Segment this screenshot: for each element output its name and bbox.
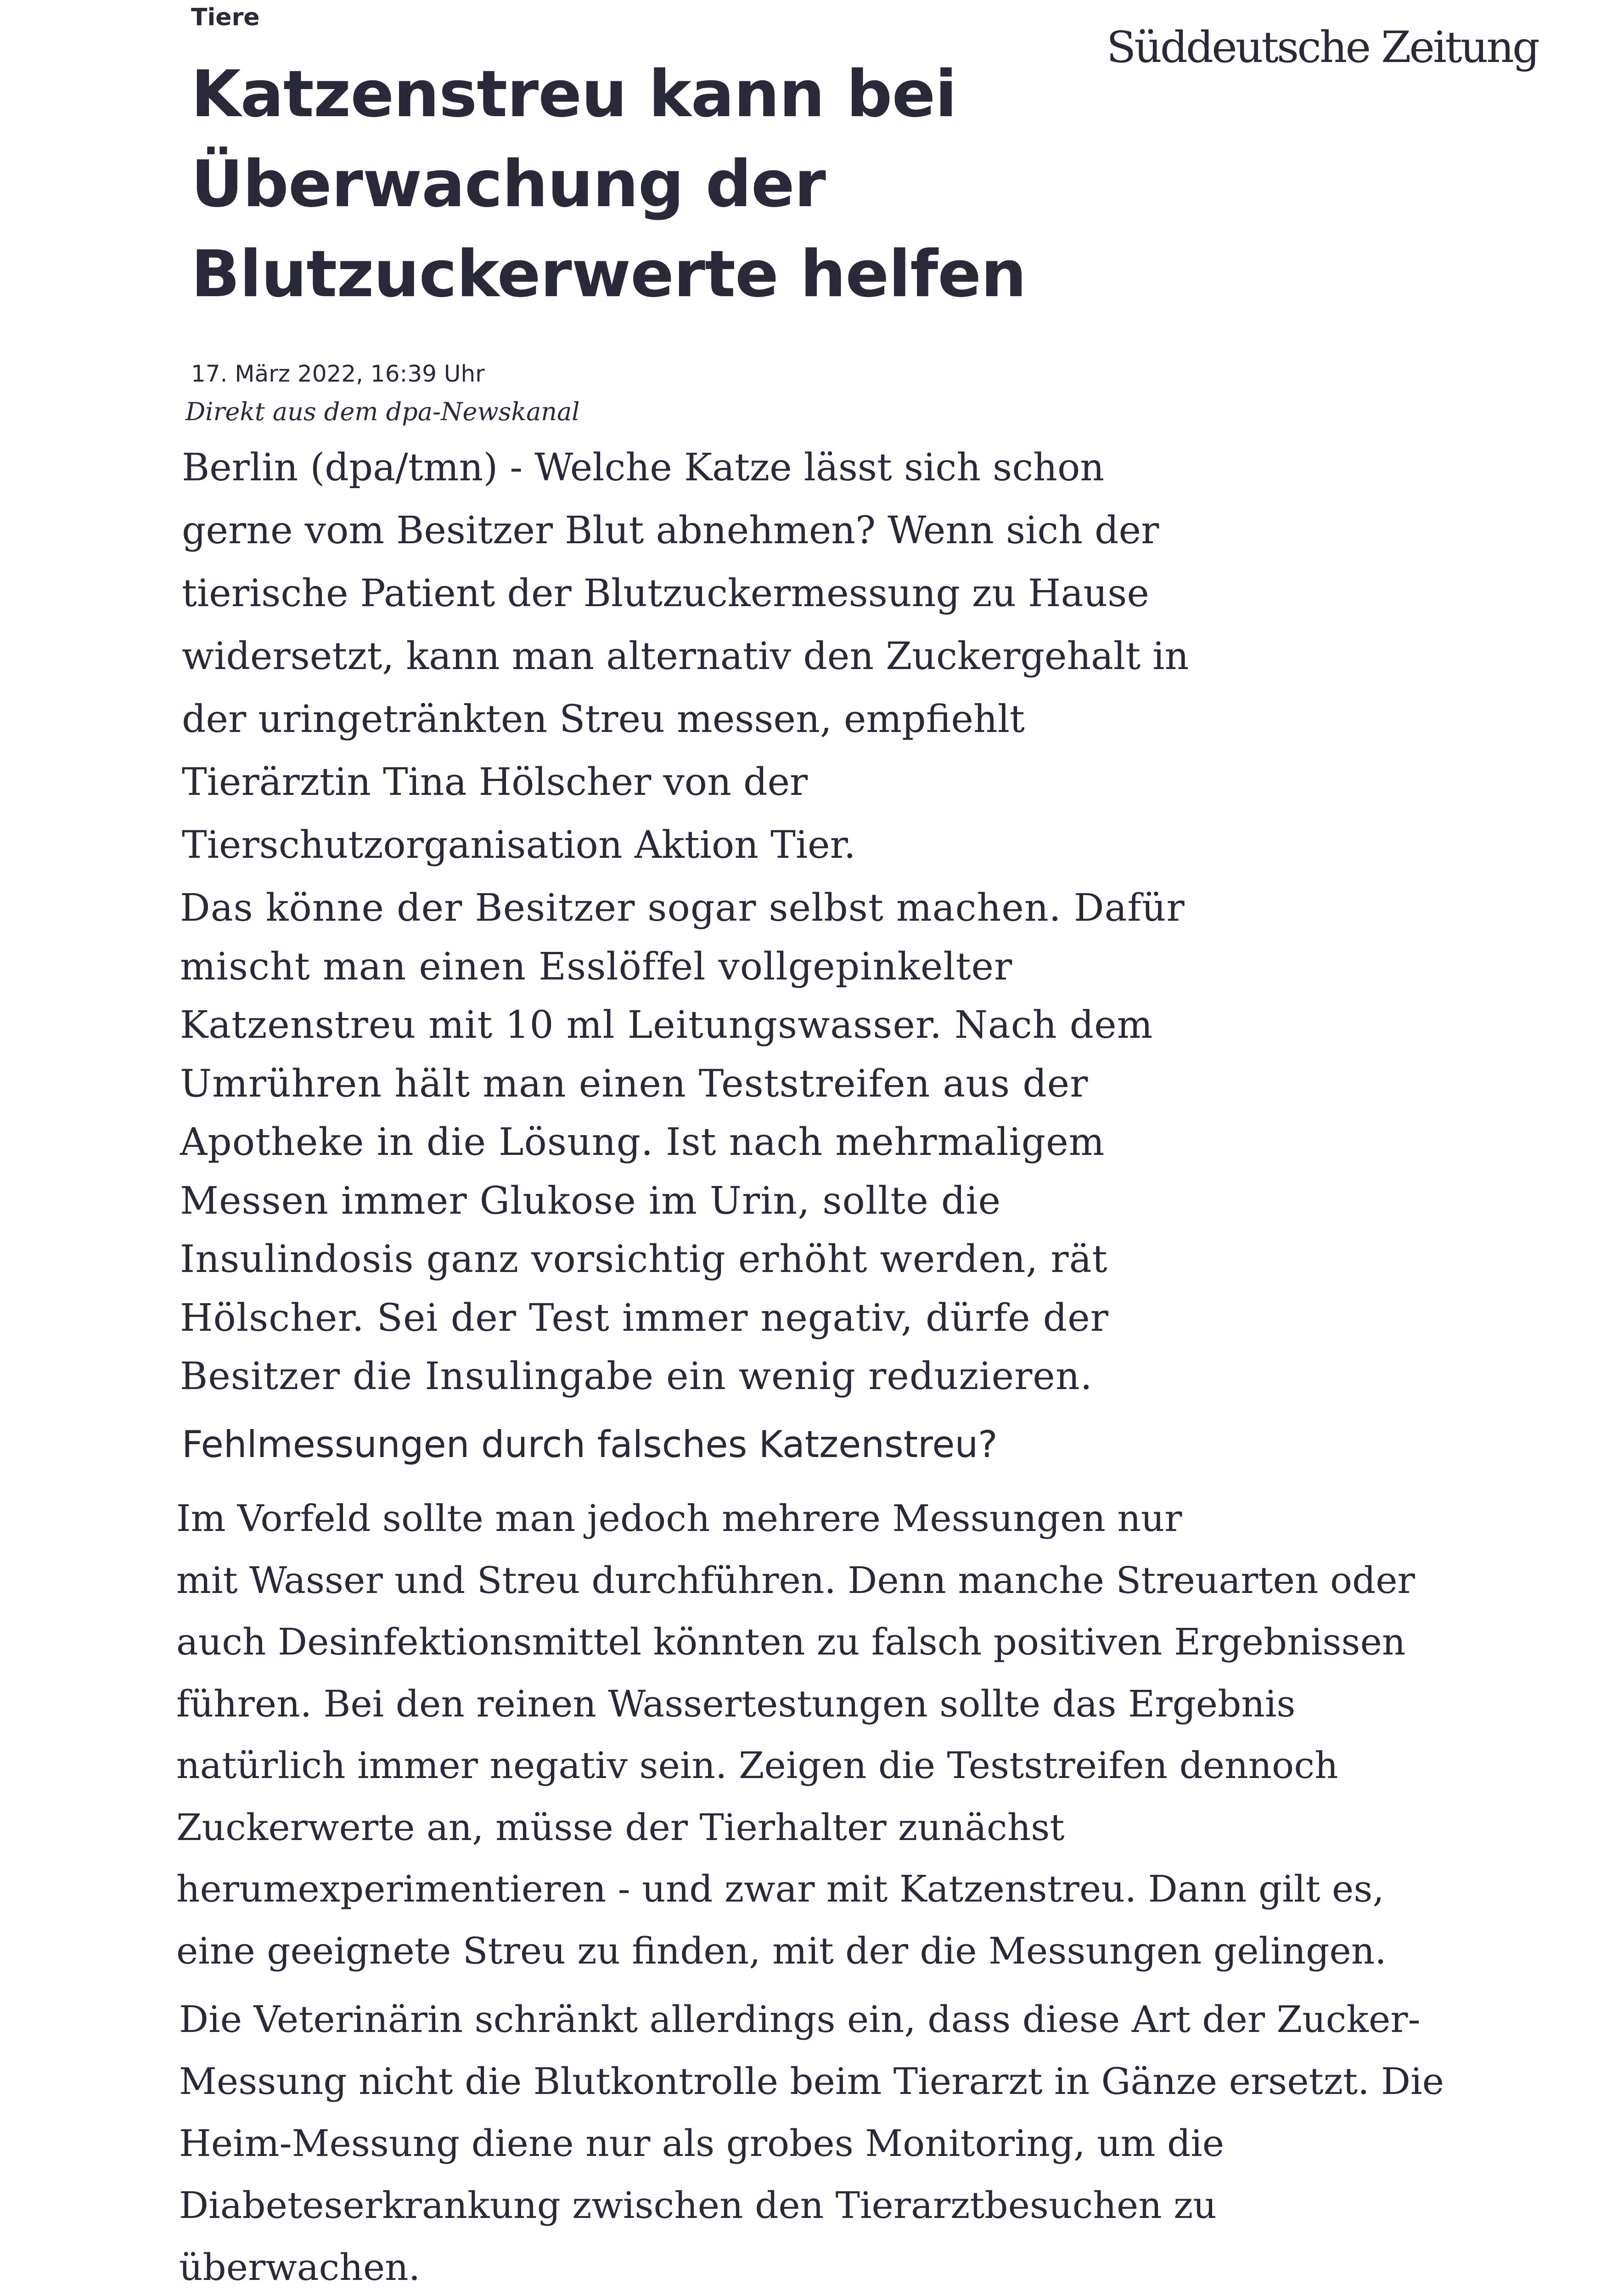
paragraph-4 — [179, 1988, 1444, 2296]
paragraph-2 — [180, 879, 1185, 1406]
text-line: widersetzt, kann man alternativ den Zuckergehalt in — [182, 635, 1189, 678]
text-line: eine geeignete Streu zu finden, mit der die Messungen gelingen. — [176, 1929, 1387, 1972]
brand-logo[interactable]: Süddeutsche Zeitung — [1106, 23, 1538, 73]
text-line: Umrühren hält man einen Teststreifen aus der — [180, 1062, 1089, 1106]
text-line: Messung nicht die Blutkontrolle beim Tierarzt in Gänze ersetzt. Die — [179, 2060, 1444, 2103]
publish-date: 17. März 2022, 16:39 Uhr — [191, 360, 485, 387]
text-line: Die Veterinärin schränkt allerdings ein, dass diese Art der Zucker- — [179, 1998, 1421, 2041]
text-line: auch Desinfektionsmittel könnten zu falsch positiven Ergebnissen — [176, 1621, 1406, 1663]
article-headline — [191, 50, 1109, 320]
text-line: führen. Bei den reinen Wassertestungen sollte das Ergebnis — [176, 1682, 1296, 1725]
paragraph-1 — [182, 436, 1189, 877]
text-line: mischt man einen Esslöffel vollgepinkelter — [180, 945, 1013, 989]
text-line: Heim-Messung diene nur als grobes Monitoring, um die — [179, 2122, 1225, 2165]
text-line: Diabeteserkrankung zwischen den Tierarztbesuchen zu — [179, 2184, 1217, 2227]
text-line: natürlich immer negativ sein. Zeigen die Teststreifen dennoch — [176, 1744, 1338, 1787]
text-line: Zuckerwerte an, müsse der Tierhalter zunächst — [176, 1806, 1065, 1849]
text-line: mit Wasser und Streu durchführen. Denn manche Streuarten oder — [176, 1559, 1415, 1602]
headline-line: Blutzuckerwerte helfen — [191, 237, 1026, 312]
text-line: Tierärztin Tina Hölscher von der — [182, 760, 808, 804]
text-line: Katzenstreu mit 10 ml Leitungswasser. Nach dem — [180, 1003, 1153, 1047]
text-line: herumexperimentieren - und zwar mit Katzenstreu. Dann gilt es, — [176, 1868, 1384, 1910]
text-line: Berlin (dpa/tmn) - Welche Katze lässt sich schon — [182, 446, 1105, 490]
text-line: gerne vom Besitzer Blut abnehmen? Wenn sich der — [182, 509, 1159, 552]
text-line: Tierschutzorganisation Aktion Tier. — [182, 823, 856, 867]
text-line: Insulindosis ganz vorsichtig erhöht werden, rät — [180, 1238, 1108, 1281]
headline-line: Überwachung der — [191, 147, 826, 222]
headline-line: Katzenstreu kann bei — [191, 57, 957, 132]
text-line: überwachen. — [179, 2246, 421, 2289]
text-line: der uringetränkten Streu messen, empfiehlt — [182, 698, 1025, 741]
text-line: Besitzer die Insulingabe ein wenig reduzieren. — [180, 1355, 1093, 1398]
text-line: Apotheke in die Lösung. Ist nach mehrmaligem — [180, 1120, 1105, 1164]
section-subheading: Fehlmessungen durch falsches Katzenstreu? — [182, 1423, 998, 1466]
text-line: Im Vorfeld sollte man jedoch mehrere Messungen nur — [176, 1497, 1182, 1540]
text-line: Das könne der Besitzer sogar selbst machen. Dafür — [180, 886, 1185, 930]
text-line: Hölscher. Sei der Test immer negativ, dürfe der — [180, 1296, 1109, 1340]
category-label[interactable]: Tiere — [191, 4, 260, 31]
paragraph-3 — [176, 1488, 1415, 1982]
source-note: Direkt aus dem dpa-Newskanal — [185, 397, 580, 426]
text-line: Messen immer Glukose im Urin, sollte die — [180, 1179, 1001, 1223]
text-line: tierische Patient der Blutzuckermessung zu Hause — [182, 572, 1149, 615]
